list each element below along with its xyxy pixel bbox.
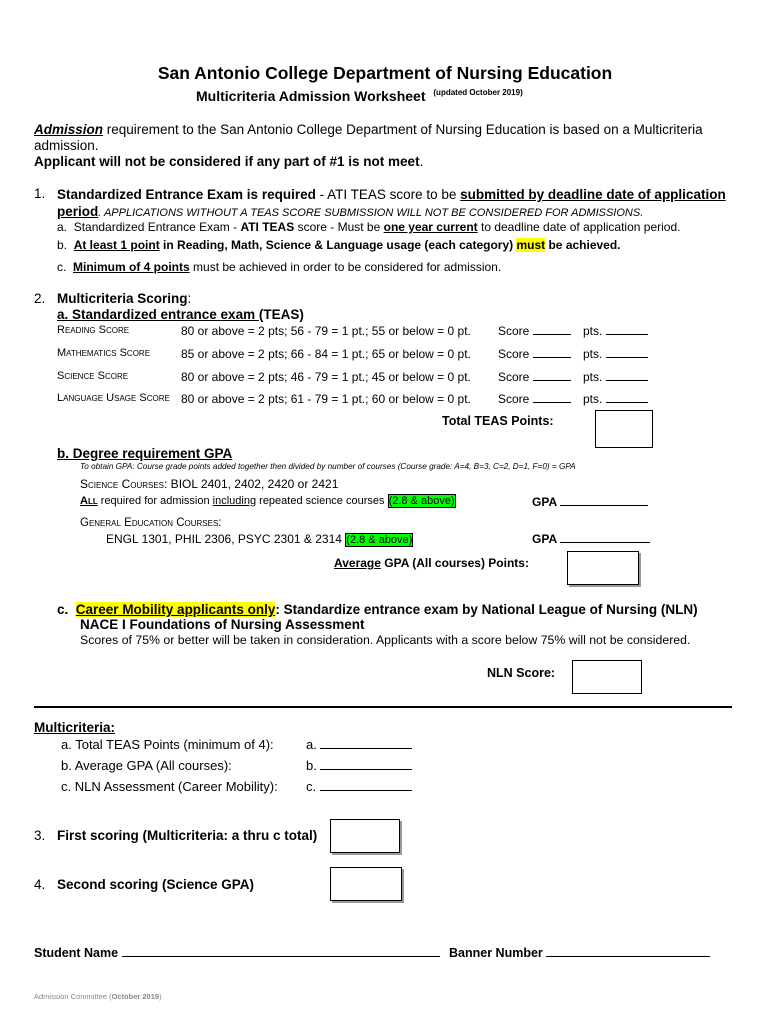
multicriteria-item-label: c. NLN Assessment (Career Mobility): — [61, 779, 278, 794]
banner-number-field[interactable] — [449, 946, 710, 960]
teas-row-pts-line[interactable] — [606, 357, 648, 358]
section1-number: 1. — [34, 186, 46, 201]
page-subtitle — [196, 88, 523, 104]
teas-row-criteria: 80 or above = 2 pts; 61 - 79 = 1 pt.; 60 or below = 0 pt. — [181, 392, 471, 406]
section1-deadline: submitted by deadline date of application — [460, 187, 726, 202]
science-req3: repeated science courses — [256, 495, 388, 507]
science-requirement — [80, 495, 456, 507]
item-b-text4: be achieved. — [545, 238, 621, 252]
science-all: All — [80, 495, 98, 507]
multicriteria-item-field[interactable] — [306, 779, 412, 794]
section2-title-text: Multicriteria Scoring — [57, 291, 188, 306]
multicriteria-item-label: b. Average GPA (All courses): — [61, 758, 232, 773]
multicriteria-item-field[interactable] — [306, 737, 412, 752]
teas-row-score[interactable] — [498, 324, 571, 338]
nln-label: c. — [57, 602, 69, 617]
item-a-text1: Standardized Entrance Exam - — [73, 220, 241, 234]
multicriteria-heading: Multicriteria: — [34, 720, 116, 735]
teas-row-label: Mathematics Score — [57, 347, 151, 359]
item-b-text3: must — [516, 238, 546, 252]
multicriteria-item-line[interactable] — [320, 769, 412, 770]
teas-row-pts-line[interactable] — [606, 380, 648, 381]
science-courses — [80, 477, 338, 491]
teas-row-criteria: 80 or above = 2 pts; 56 - 79 = 1 pt.; 55 or below = 0 pt. — [181, 324, 471, 338]
committee-label: Admission Committee ( — [34, 992, 112, 1001]
intro-paragraph: Admission requirement to the San Antonio College Department of Nursing Education is based on a Multicriteria admission. Applicant will not be considered if any part of #1 is not meet. — [34, 122, 703, 169]
student-name-label: Student Name — [34, 946, 119, 960]
section1-caps-note: . APPLICATIONS WITHOUT A TEAS SCORE SUBMISSION WILL NOT BE CONSIDERED FOR ADMISSIONS. — [98, 207, 644, 219]
section3-number: 3. — [34, 828, 46, 843]
gen-ed-gpa-field[interactable] — [532, 532, 650, 546]
committee-date: October 2019 — [111, 992, 160, 1001]
gpa-note: To obtain GPA: Course grade points added together then divided by number of courses (Course grade: A=4, B=3, C=2, D=1, F=0) = GPA — [80, 462, 576, 471]
section1-mid: - ATI TEAS score to be — [315, 187, 461, 202]
teas-row-score[interactable] — [498, 347, 571, 361]
nln-score-label: NLN Score: — [487, 666, 556, 680]
teas-row-pts-line[interactable] — [606, 402, 648, 403]
teas-row-score-label: Score — [498, 324, 530, 338]
item-a-text4: one year current — [383, 220, 478, 234]
teas-row-pts[interactable] — [583, 370, 648, 384]
teas-row-criteria: 85 or above = 2 pts; 66 - 84 = 1 pt.; 65 or below = 0 pt. — [181, 347, 471, 361]
science-courses-label: Science Courses — [80, 477, 165, 491]
teas-row-label: Reading Score — [57, 324, 130, 336]
nln-heading — [57, 601, 698, 618]
teas-heading-text: a. Standardized entrance exam — [57, 307, 259, 322]
teas-row-pts[interactable] — [583, 347, 648, 361]
gen-ed-label: General Education Courses: — [80, 517, 222, 529]
gpa-heading: b. Degree requirement GPA — [57, 446, 233, 461]
intro-warning: Applicant will not be considered if any part of #1 is not meet — [34, 154, 420, 169]
teas-row-pts-line[interactable] — [606, 334, 648, 335]
student-name-line[interactable] — [122, 956, 440, 957]
teas-row-label: Science Score — [57, 370, 129, 382]
section4-text: Second scoring (Science GPA) — [57, 877, 255, 892]
item-a-text3: score - Must be — [294, 220, 384, 234]
nln-nace: NACE I Foundations of Nursing Assessment — [80, 617, 365, 632]
section2-title: Multicriteria Scoring: — [57, 291, 192, 306]
gen-ed-list — [106, 532, 413, 546]
item-b-text1: At least 1 point — [73, 238, 160, 252]
teas-row-criteria: 80 or above = 2 pts; 46 - 79 = 1 pt.; 45 or below = 0 pt. — [181, 370, 471, 384]
committee-footer — [34, 992, 162, 1001]
science-min-badge: (2.8 & above) — [388, 495, 455, 507]
teas-row-score-label: Score — [498, 392, 530, 406]
total-teas-label: Total TEAS Points: — [442, 414, 554, 428]
gen-ed-gpa-line[interactable] — [560, 542, 650, 543]
banner-number-line[interactable] — [546, 956, 710, 957]
section4-number: 4. — [34, 877, 46, 892]
section1-heading — [57, 186, 726, 222]
average-word: Average — [334, 556, 381, 570]
science-req2: including — [212, 495, 257, 507]
nln-score-box[interactable] — [572, 660, 642, 694]
multicriteria-item-key: c. — [306, 779, 317, 794]
teas-row-pts-label: pts. — [583, 370, 603, 384]
teas-row-score-label: Score — [498, 370, 530, 384]
teas-row-score-line[interactable] — [533, 334, 571, 335]
average-rest: GPA (All courses) Points: — [380, 556, 529, 570]
multicriteria-item-label: a. Total TEAS Points (minimum of 4): — [61, 737, 274, 752]
gen-ed-gpa-label: GPA — [532, 532, 557, 546]
teas-row-score-line[interactable] — [533, 402, 571, 403]
science-req1: required for admission — [97, 495, 213, 507]
section1-item-a — [57, 220, 680, 234]
item-c-text2: must be achieved in order to be considered for admission. — [189, 260, 502, 274]
teas-heading-teas: (TEAS) — [258, 307, 304, 322]
committee-end: ) — [159, 992, 162, 1001]
teas-row-score-label: Score — [498, 347, 530, 361]
multicriteria-item-field[interactable] — [306, 758, 412, 773]
intro-line1: requirement to the San Antonio College Department of Nursing Education is based on a Multicriteria — [103, 122, 703, 137]
teas-row-pts[interactable] — [583, 392, 648, 406]
teas-row-score[interactable] — [498, 392, 571, 406]
multicriteria-item-key: b. — [306, 758, 317, 773]
item-a-text5: to deadline date of application period. — [477, 220, 681, 234]
average-gpa-box[interactable] — [567, 551, 639, 585]
gen-ed-courses: ENGL 1301, PHIL 2306, PSYC 2301 & 2314 — [106, 532, 346, 546]
teas-heading — [57, 307, 304, 322]
teas-row-score-line[interactable] — [533, 380, 571, 381]
section-divider — [34, 706, 732, 708]
section1-item-c — [57, 260, 501, 274]
teas-row-pts[interactable] — [583, 324, 648, 338]
multicriteria-item-line[interactable] — [320, 748, 412, 749]
science-gpa-line[interactable] — [560, 505, 648, 506]
section1-period: period — [57, 204, 99, 219]
teas-row-score[interactable] — [498, 370, 571, 384]
subtitle-text: Multicriteria Admission Worksheet — [196, 88, 426, 104]
teas-row-pts-label: pts. — [583, 347, 603, 361]
item-b-label: b. — [57, 238, 68, 252]
section1-lead: Standardized Entrance Exam is required — [57, 187, 316, 202]
intro-line2: admission. — [34, 138, 99, 153]
teas-row-pts-label: pts. — [583, 392, 603, 406]
science-courses-list: : BIOL 2401, 2402, 2420 or 2421 — [164, 477, 339, 491]
first-scoring-box[interactable] — [330, 819, 400, 853]
nln-note: Scores of 75% or better will be taken in consideration. Applicants with a score below 75% will not be considered. — [80, 633, 691, 647]
science-gpa-label: GPA — [532, 495, 557, 509]
second-scoring-box[interactable] — [330, 867, 402, 901]
banner-number-label: Banner Number — [449, 946, 543, 960]
updated-note: (updated October 2019) — [433, 88, 523, 98]
admission-word: Admission — [34, 122, 104, 137]
item-b-text2: in Reading, Math, Science & Language usage (each category) — [159, 238, 517, 252]
section2-number: 2. — [34, 291, 46, 306]
gen-ed-min-badge: (2.8 & above) — [346, 534, 413, 546]
page-title: San Antonio College Department of Nursing Education — [157, 63, 613, 83]
item-c-label: c. — [57, 260, 67, 274]
average-gpa-label — [334, 556, 529, 570]
teas-row-score-line[interactable] — [533, 357, 571, 358]
teas-row-pts-label: pts. — [583, 324, 603, 338]
nln-title-career: Career Mobility applicants only — [75, 602, 276, 617]
section3-text: First scoring (Multicriteria: a thru c total) — [57, 828, 318, 843]
item-a-label: a. — [57, 220, 68, 234]
section1-item-b — [57, 238, 621, 252]
item-a-text2: ATI TEAS — [240, 220, 295, 234]
nln-title-rest: : Standardize entrance exam by National League of Nursing (NLN) — [275, 602, 698, 617]
student-name-field[interactable] — [34, 946, 440, 960]
multicriteria-item-line[interactable] — [320, 790, 412, 791]
total-teas-box[interactable] — [595, 410, 653, 448]
science-gpa-field[interactable] — [532, 495, 648, 509]
multicriteria-item-key: a. — [306, 737, 317, 752]
item-c-text1: Minimum of 4 points — [73, 260, 190, 274]
teas-row-label: Language Usage Score — [57, 392, 170, 404]
